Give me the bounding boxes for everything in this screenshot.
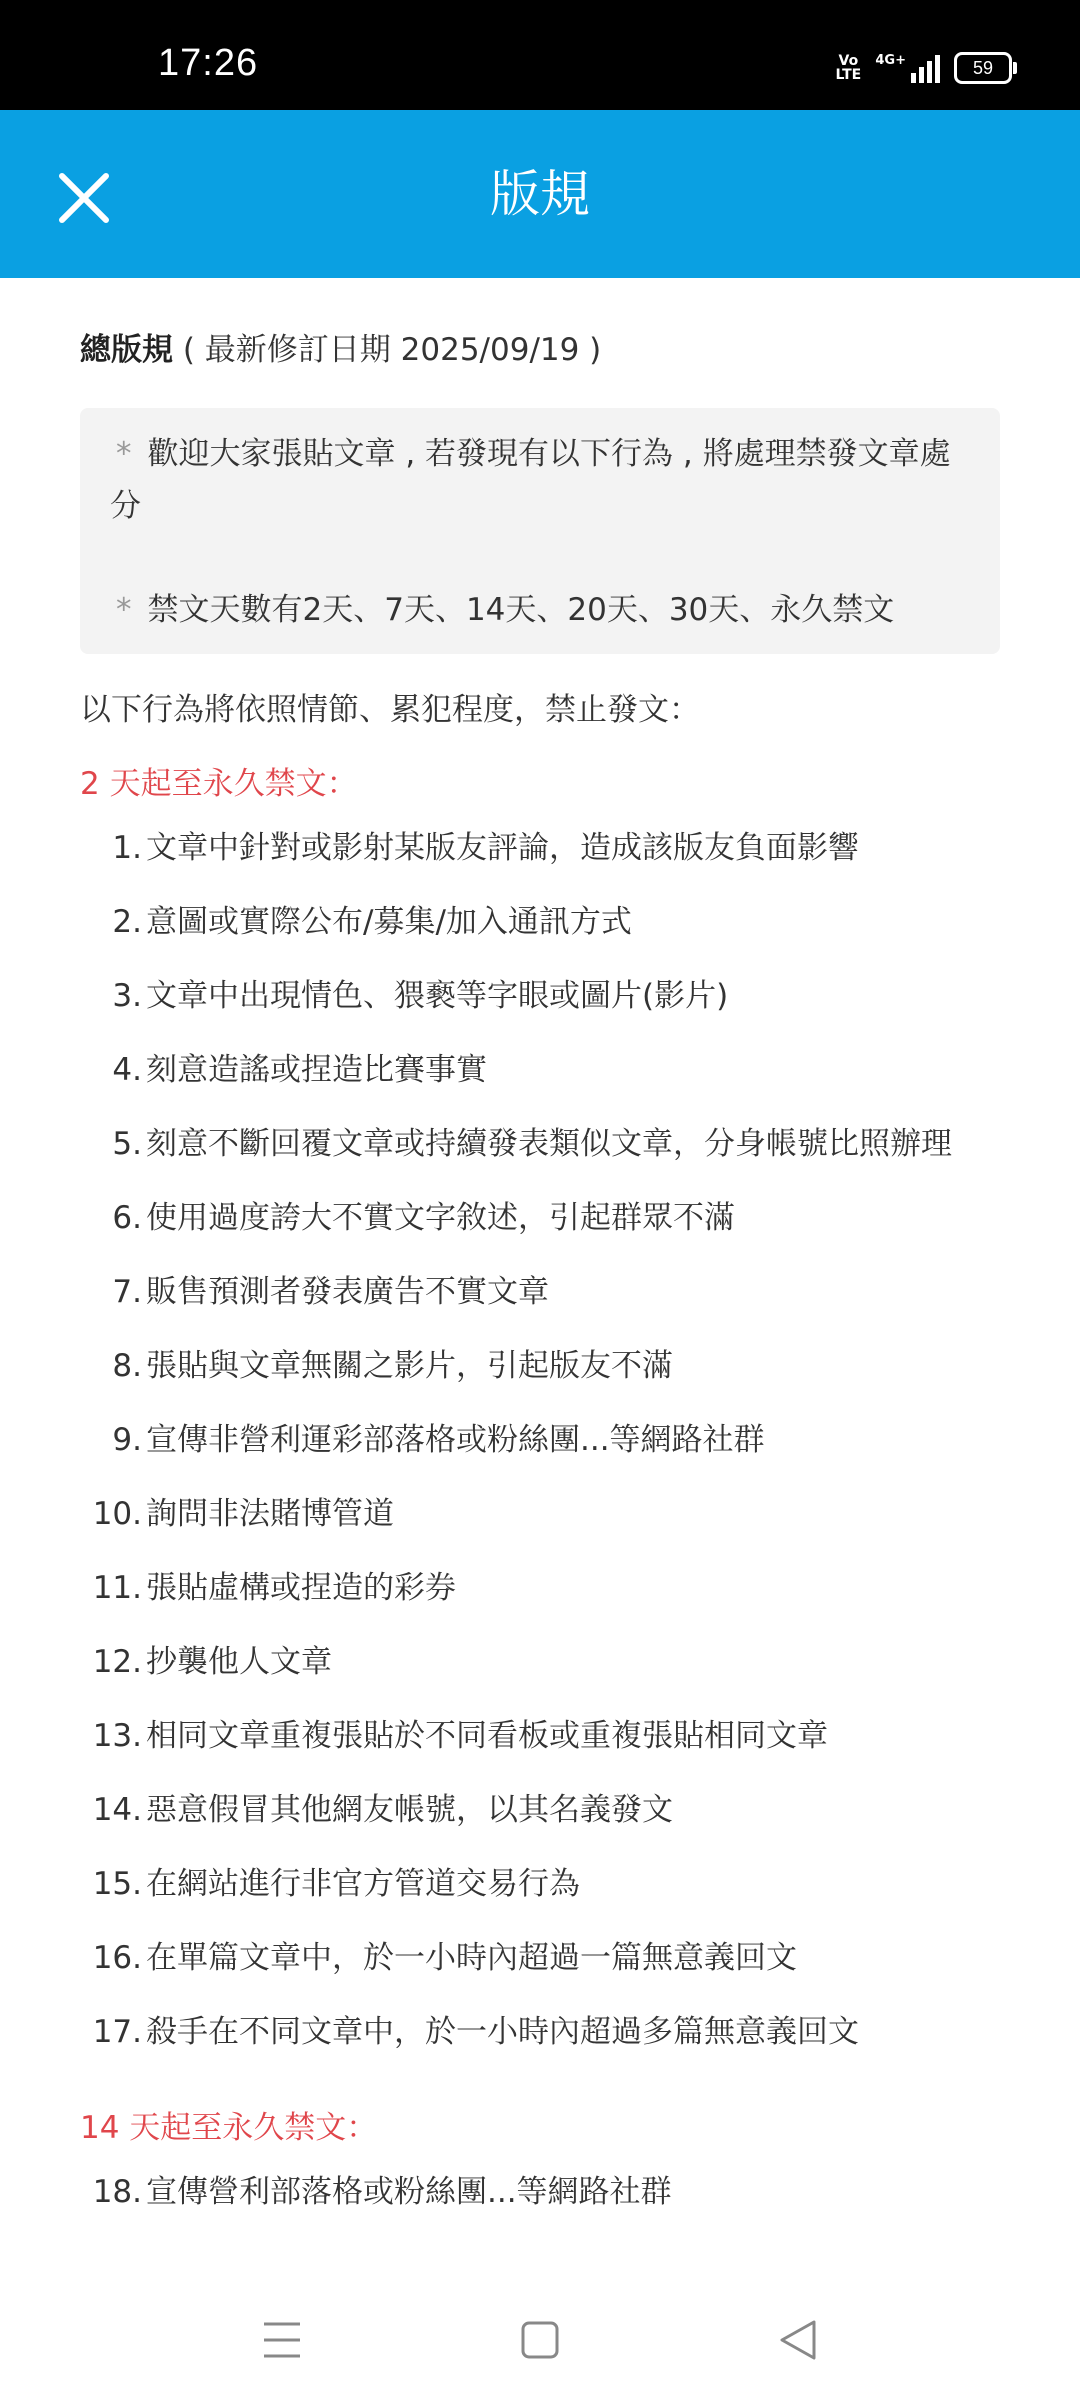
status-time: 17:26 <box>158 42 259 84</box>
back-icon <box>768 2310 828 2370</box>
home-button[interactable] <box>510 2310 570 2370</box>
rule-item: 6. 使用過度誇大不實文字敘述，引起群眾不滿 <box>112 1200 735 1236</box>
status-bar <box>0 0 1080 110</box>
intro-text: 以下行為將依照情節、累犯程度，禁止發文： <box>80 692 700 728</box>
rule-item: 10. 詢問非法賭博管道 <box>92 1496 394 1532</box>
rule-item: 1. 文章中針對或影射某版友評論，造成該版友負面影響 <box>112 830 859 866</box>
bullet-star-icon: * <box>116 436 132 472</box>
signal-icon <box>875 53 940 83</box>
page-title: 版規 <box>490 165 590 223</box>
rule-list <box>80 818 1000 2076</box>
battery-icon: 59 <box>954 52 1012 84</box>
section-title: 2 天起至永久禁文： <box>80 766 358 802</box>
revision-title: 總版規 <box>80 332 173 368</box>
back-button[interactable] <box>768 2310 828 2370</box>
rule-item: 17. 殺手在不同文章中，於一小時內超過多篇無意義回文 <box>92 2014 859 2050</box>
rules-content <box>80 320 1000 2236</box>
rule-item: 8. 張貼與文章無關之影片，引起版友不滿 <box>112 1348 673 1384</box>
rule-item: 16. 在單篇文章中，於一小時內超過一篇無意義回文 <box>92 1940 797 1976</box>
notice-line: * 歡迎大家張貼文章 , 若發現有以下行為 , 將處理禁發文章處分 <box>110 436 951 524</box>
network-type: 4G+ <box>875 53 906 68</box>
rule-item: 7. 販售預測者發表廣告不實文章 <box>112 1274 549 1310</box>
rule-item: 5. 刻意不斷回覆文章或持續發表類似文章，分身帳號比照辦理 <box>112 1126 952 1162</box>
rule-item: 11. 張貼虛構或捏造的彩券 <box>92 1570 456 1606</box>
rule-item: 2. 意圖或實際公布/募集/加入通訊方式 <box>112 904 632 940</box>
rule-item: 13. 相同文章重複張貼於不同看板或重複張貼相同文章 <box>92 1718 828 1754</box>
rule-item: 14. 惡意假冒其他網友帳號，以其名義發文 <box>92 1792 673 1828</box>
rule-item: 9. 宣傳非營利運彩部落格或粉絲團...等網路社群 <box>112 1422 765 1458</box>
rule-item: 12. 抄襲他人文章 <box>92 1644 332 1680</box>
app-bar <box>0 110 1080 278</box>
notice-line: * 禁文天數有2天、7天、14天、20天、30天、永久禁文 <box>116 592 895 628</box>
revision-date: ( 最新修訂日期 2025/09/19 ) <box>173 332 602 368</box>
rule-list <box>80 2162 1000 2236</box>
rule-item: 15. 在網站進行非官方管道交易行為 <box>92 1866 580 1902</box>
menu-icon <box>252 2310 312 2370</box>
volte-icon: Vo LTE <box>835 53 862 83</box>
navigation-bar <box>0 2280 1080 2400</box>
notice-box <box>80 408 1000 654</box>
menu-button[interactable] <box>252 2310 312 2370</box>
home-icon <box>510 2310 570 2370</box>
bullet-star-icon: * <box>116 592 132 628</box>
status-icons <box>835 52 1012 84</box>
rule-item: 3. 文章中出現情色、猥褻等字眼或圖片(影片) <box>112 978 729 1014</box>
rule-item: 18. 宣傳營利部落格或粉絲團...等網路社群 <box>92 2174 672 2210</box>
revision-line <box>80 320 1000 380</box>
rule-item: 4. 刻意造謠或捏造比賽事實 <box>112 1052 487 1088</box>
section-title: 14 天起至永久禁文： <box>80 2110 378 2146</box>
